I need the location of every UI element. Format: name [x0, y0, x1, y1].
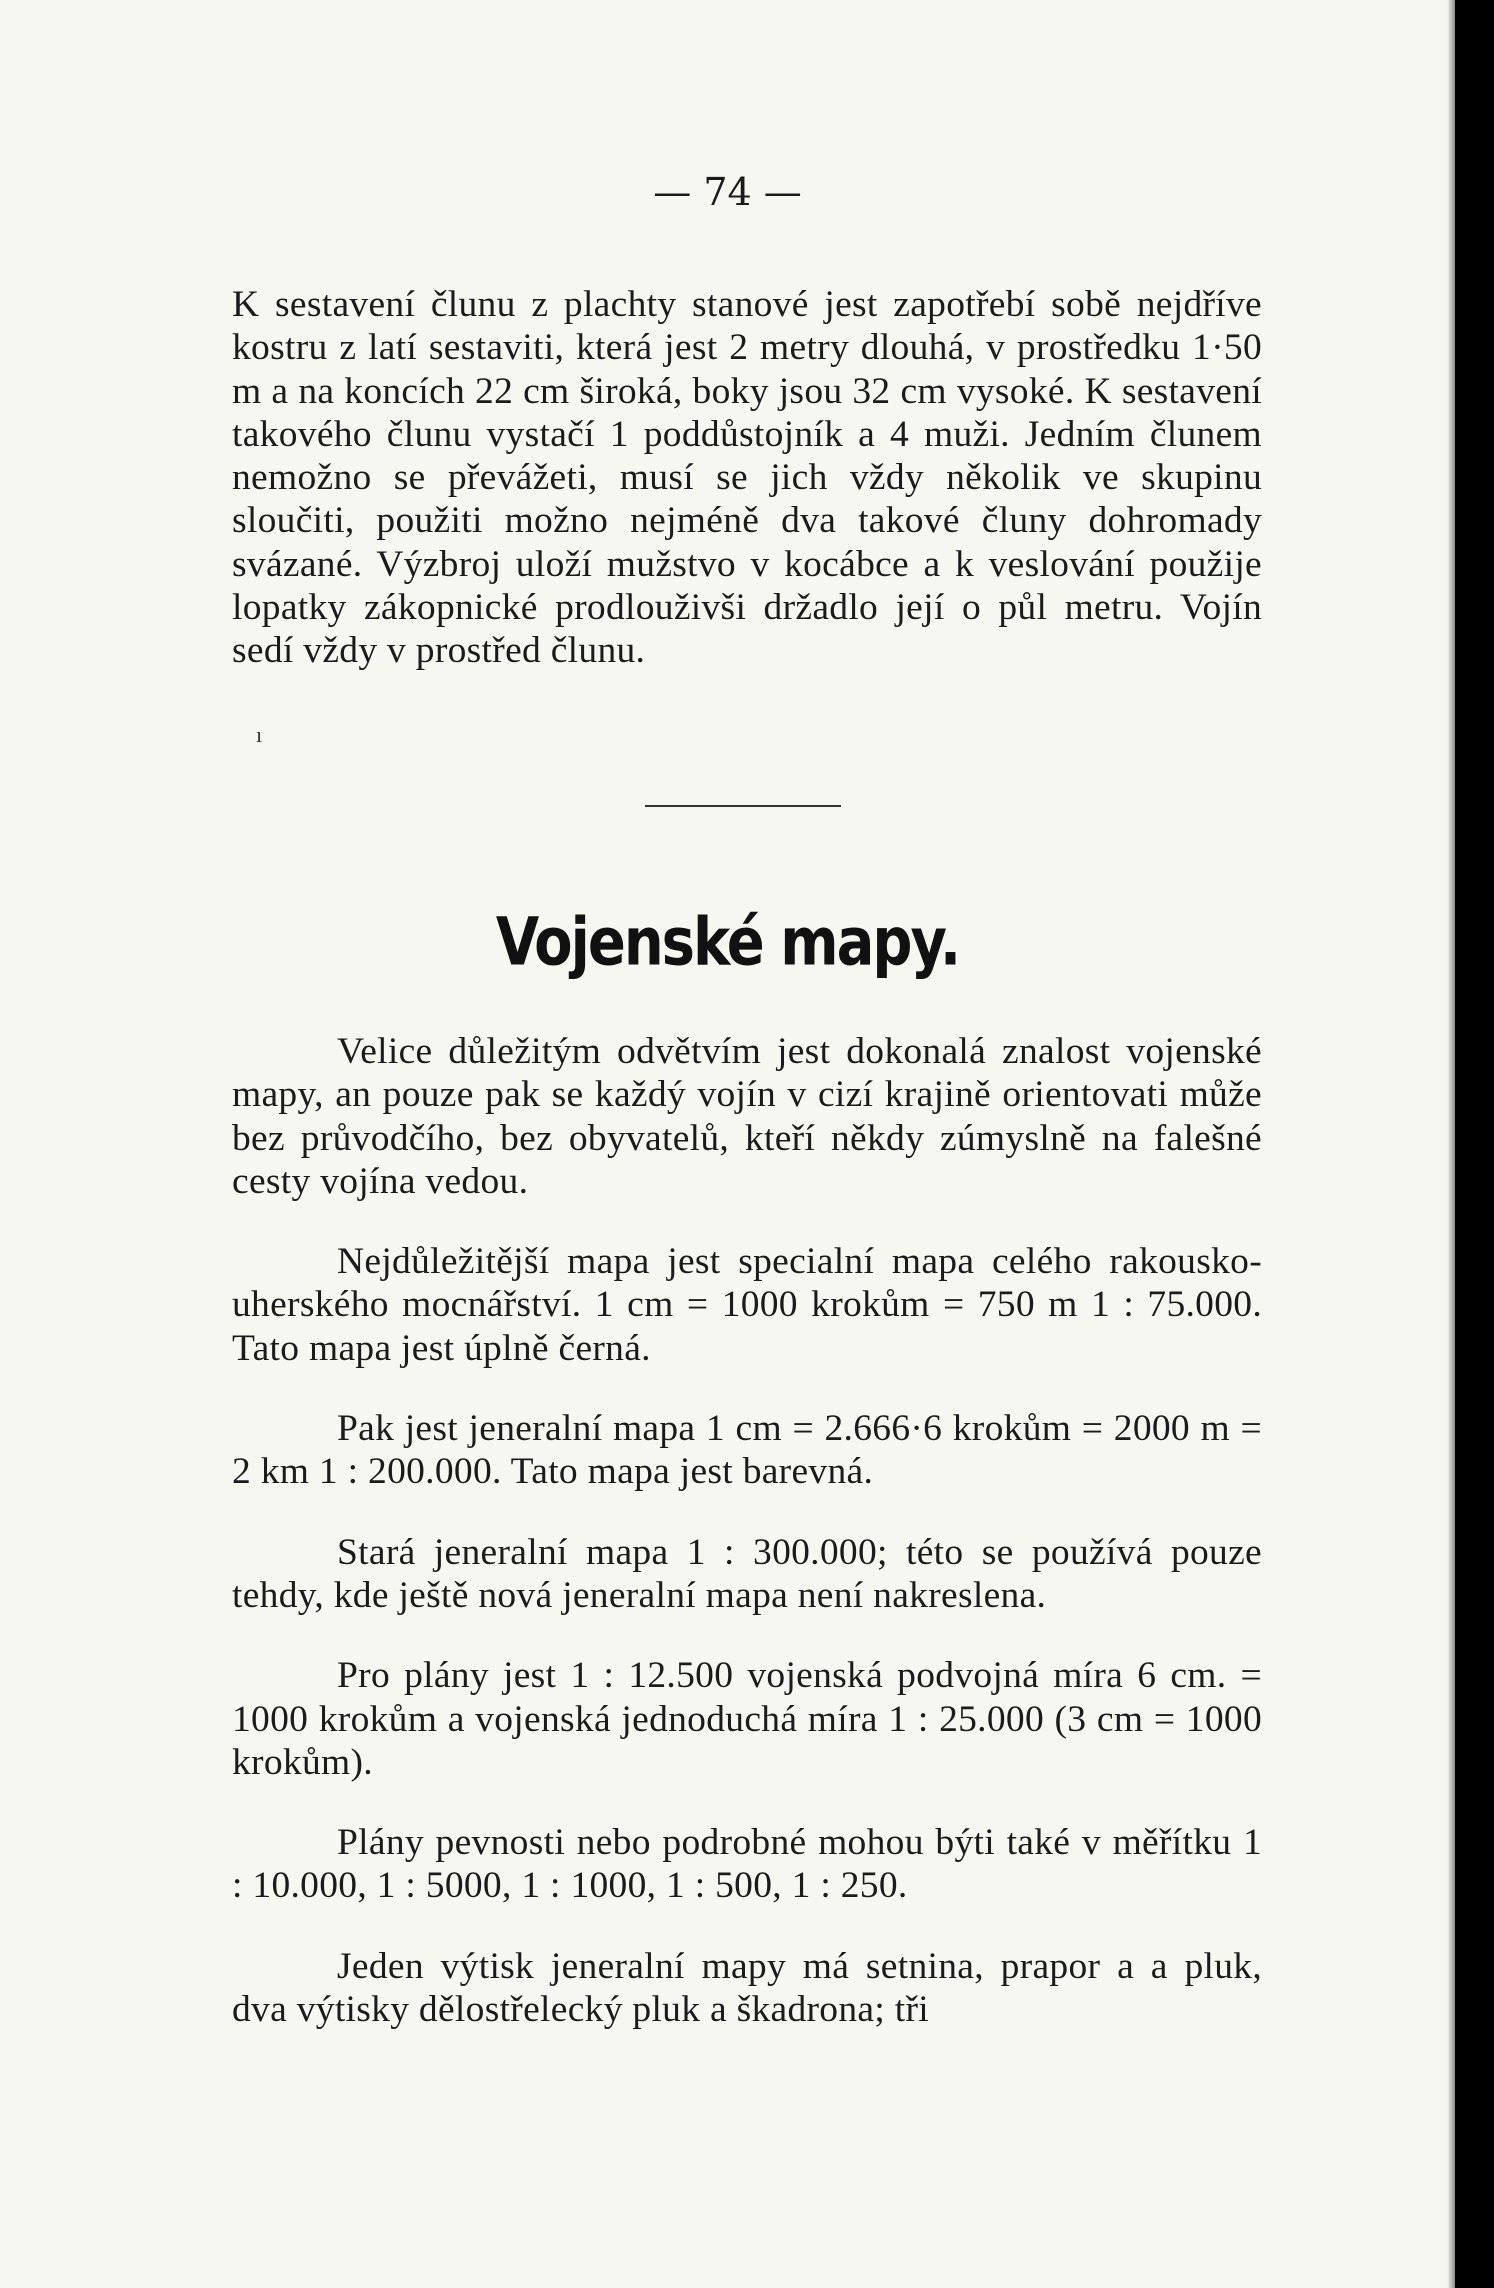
- stray-print-mark: ı: [256, 722, 263, 747]
- section-body: [232, 1030, 1262, 2068]
- section-title: Vojenské mapy.: [495, 904, 960, 981]
- paragraph: Nejdůležitější mapa jest specialní mapa celého rakousko-uherského mocnářství. 1 cm = 1000 krokům = 750 m 1 : 75.000. Tato mapa jest úplně černá.: [232, 1241, 1262, 1369]
- page-edge: [1447, 0, 1455, 2288]
- paragraph: Jeden výtisk jeneralní mapy má setnina, prapor a a pluk, dva výtisky dělostřelecký pluk a škadrona; tři: [232, 1945, 1262, 2031]
- paragraph: Velice důležitým odvětvím jest dokonalá znalost vojenské mapy, an pouze pak se každý vojín v cizí krajině orientovati může bez průvodčího, bez obyvatelů, kteří někdy zúmyslně na falešné cesty vojína vedou.: [232, 1031, 1262, 1202]
- paragraph: Plány pevnosti nebo podrobné mohou býti také v měřítku 1 : 10.000, 1 : 5000, 1 : 1000, 1 : 500, 1 : 250.: [232, 1822, 1262, 1907]
- paragraph: Pro plány jest 1 : 12.500 vojenská podvojná míra 6 cm. = 1000 krokům a vojenská jednoduchá míra 1 : 25.000 (3 cm = 1000 krokům).: [232, 1655, 1262, 1783]
- section-divider: [645, 805, 841, 807]
- page-number: — 74 —: [653, 170, 802, 214]
- paragraph: Stará jeneralní mapa 1 : 300.000; této se používá pouze tehdy, kde ještě nová jeneralní mapa není nakreslena.: [232, 1531, 1262, 1616]
- intro-paragraph: K sestavení člunu z plachty stanové jest zapotřebí sobě nejdříve kostru z latí sestaviti, která jest 2 metry dlouhá, v prostředku 1·50 m a na koncích 22 cm široká, boky jsou 32 cm vysoké. K sestavení takového člunu vystačí 1 poddůstojník a 4 muži. Jedním člunem nemožno se převážeti, musí se jich vždy několik ve skupinu sloučiti, použiti možno nejméně dva takové čluny dohromady svázané. Výzbroj uloží mužstvo v kocábce a k veslování použije lopatky zákopnické prodlouživši držadlo její o půl metru. Vojín sedí vždy v prostřed člunu.: [232, 284, 1262, 672]
- intro-text-block: [232, 283, 1262, 673]
- paragraph: Pak jest jeneralní mapa 1 cm = 2.666·6 krokům = 2000 m = 2 km 1 : 200.000. Tato mapa jest barevná.: [232, 1408, 1262, 1493]
